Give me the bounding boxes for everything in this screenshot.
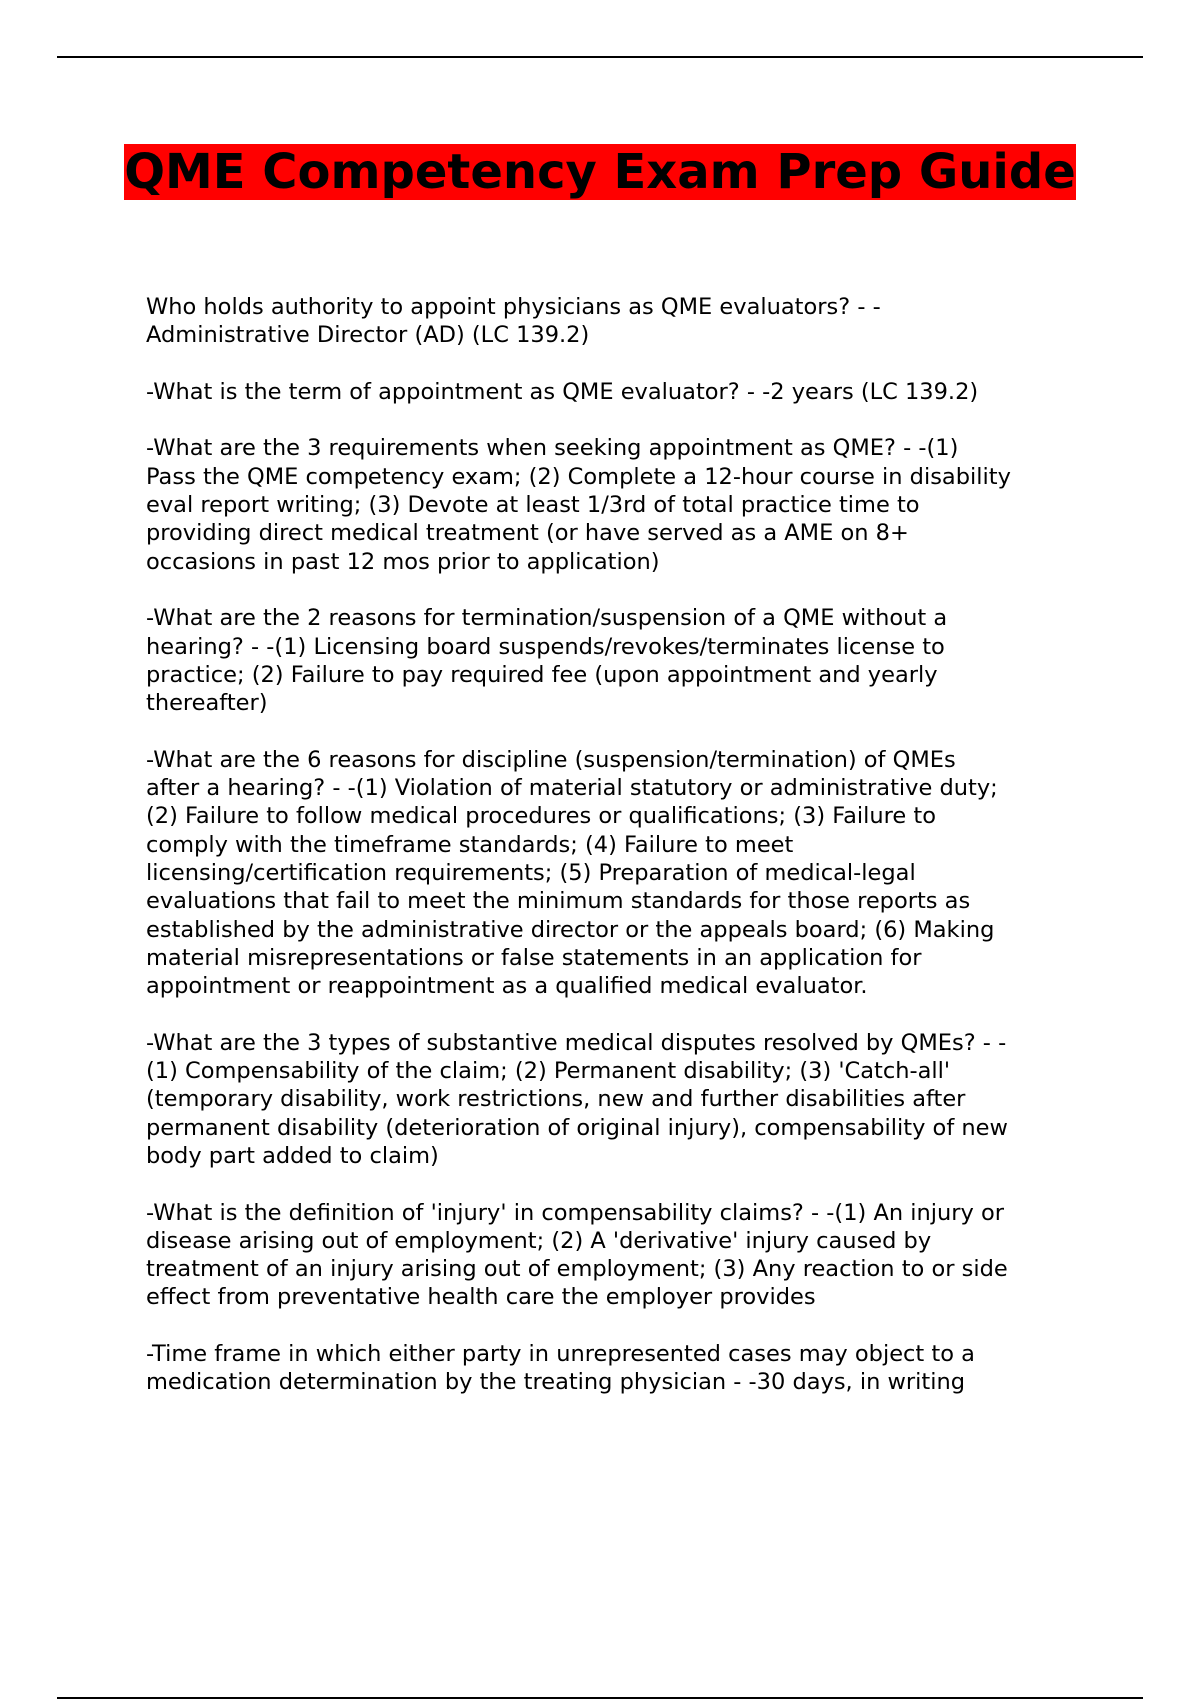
bottom-rule	[57, 1697, 1143, 1699]
qa-entry: -What are the 6 reasons for discipline (suspension/termination) of QMEs after a hearing? - -(1) Violation of material statutory or administrative duty; (2) Failure to follow medical procedures or qualifications; (3) Failure to comply with the timeframe standards; (4) Failure to meet licensing/certification requirements; (5) Preparation of medical-legal evaluations that fail to meet the minimum standards for those reports as established by the administrative director or the appeals board; (6) Making material misrepresentations or false statements in an application for appointment or reappointment as a qualified medical evaluator.	[146, 746, 998, 1000]
qa-entry: -What is the definition of 'injury' in compensability claims? - -(1) An injury or disease arising out of employment; (2) A 'derivative' injury caused by treatment of an injury arising out of employment; (3) Any reaction to or side effect from preventative health care the employer provides	[146, 1199, 1008, 1311]
qa-entry: -What are the 3 requirements when seeking appointment as QME? - -(1) Pass the QME competency exam; (2) Complete a 12-hour course in disability eval report writing; (3) Devote at least 1/3rd of total practice time to providing direct medical treatment (or have served as a AME on 8+ occasions in past 12 mos prior to application)	[146, 435, 1011, 575]
page-title	[100, 142, 1100, 203]
qa-entry: -What are the 2 reasons for termination/suspension of a QME without a hearing? - -(1) Licensing board suspends/revokes/terminates license to practice; (2) Failure to pay required fee (upon appointment and yearly thereafter)	[146, 605, 948, 717]
qa-entry: -What are the 3 types of substantive medical disputes resolved by QMEs? - - (1) Compensability of the claim; (2) Permanent disability; (3) 'Catch-all' (temporary disability, work restrictions, new and further disabilities after permanent disability (deterioration of original injury), compensability of new body part added to claim)	[146, 1029, 1008, 1169]
qa-entry: -What is the term of appointment as QME evaluator? - -2 years (LC 139.2)	[146, 378, 979, 405]
qa-entry: -Time frame in which either party in unrepresented cases may object to a medication determination by the treating physician - -30 days, in writing	[146, 1340, 975, 1396]
qa-entry: Who holds authority to appoint physicians as QME evaluators? - - Administrative Director (AD) (LC 139.2)	[146, 294, 881, 349]
qa-list	[146, 293, 1091, 1425]
top-rule	[57, 56, 1143, 58]
title-highlight: QME Competency Exam Prep Guide	[124, 144, 1076, 200]
